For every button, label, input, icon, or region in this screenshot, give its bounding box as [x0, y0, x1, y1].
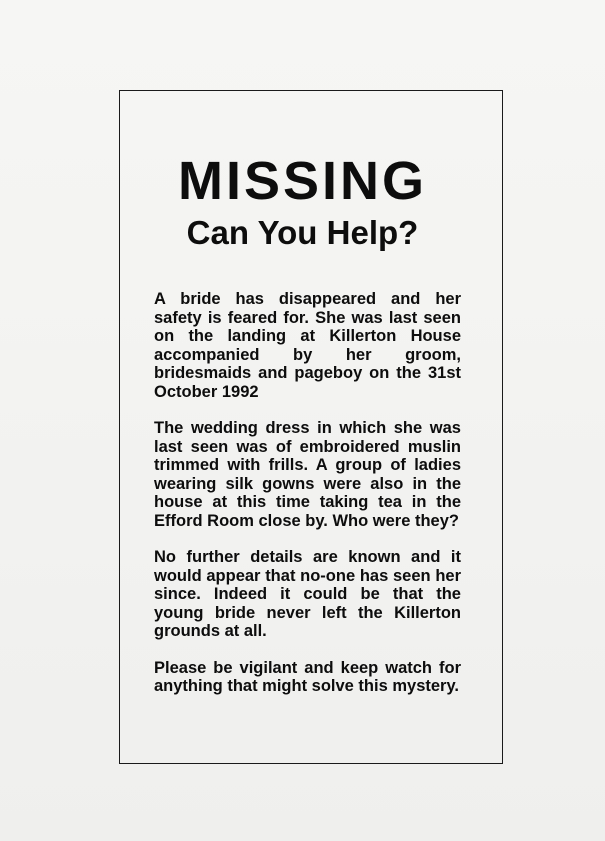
poster-headline: MISSING — [177, 151, 428, 211]
paragraph-appeal: Please be vigilant and keep watch for anything that might solve this mystery. — [154, 658, 461, 695]
poster-subheadline: Can You Help? — [186, 214, 419, 251]
poster-body — [154, 290, 461, 714]
paragraph-wedding-dress: The wedding dress in which she was last seen was of embroidered muslin trimmed with frills. A group of ladies wearing silk gowns were also in the house at this time taking tea in the Efford Room close by. Who were they? — [154, 419, 461, 530]
paragraph-disappearance: A bride has disappeared and her safety is feared for. She was last seen on the landing at Killerton House accompanied by her groom, bridesmaids and pageboy on the 31st October 1992 — [154, 290, 461, 401]
paragraph-no-details: No further details are known and it would appear that no-one has seen her since. Indeed it could be that the young bride never left the Killerton grounds at all. — [154, 548, 461, 640]
